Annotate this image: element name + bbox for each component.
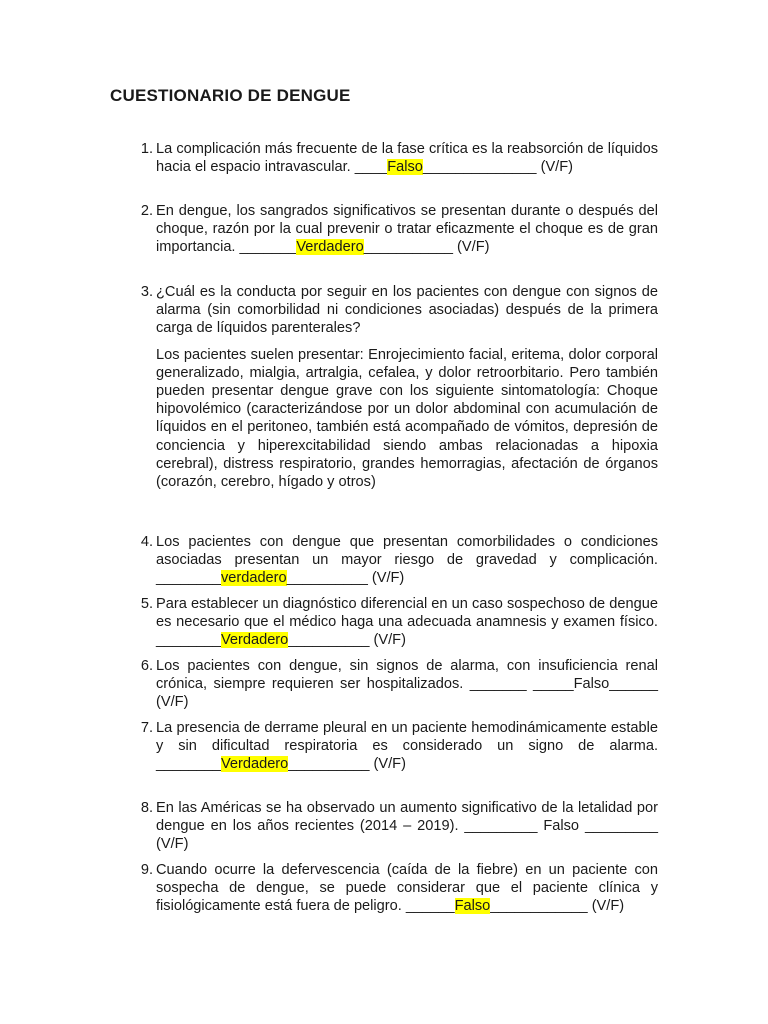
question-text: Los pacientes con dengue que presentan comorbilidades o condiciones asociadas presentan un mayor riesgo de gravedad y complicación. ________ (156, 534, 658, 587)
item-number: 8. (140, 800, 153, 816)
item-number: 5. (140, 596, 153, 612)
question-text: Los pacientes con dengue, sin signos de alarma, con insuficiencia renal crónica, siempre requieren ser hospitalizados. _______ _____Falso______ (V/F) (156, 658, 658, 711)
highlighted-answer: Verdadero (220, 632, 289, 649)
question-item-9 (140, 861, 658, 916)
item-number: 2. (140, 203, 153, 219)
highlighted-answer: Falso (454, 898, 491, 915)
item-number: 6. (140, 658, 153, 674)
item-number: 1. (140, 141, 153, 157)
question-item-8 (140, 799, 658, 854)
question-text: ¿Cuál es la conducta por seguir en los pacientes con dengue con signos de alarma (sin comorbilidad ni condiciones asociadas) después de la primera carga de líquidos parenterales? (156, 284, 658, 337)
document-title: CUESTIONARIO DE DENGUE (110, 86, 351, 105)
question-text: Para establecer un diagnóstico diferencial en un caso sospechoso de dengue es necesario que el médico haga una adecuada anamnesis y examen físico. ________ (156, 596, 658, 649)
item-number: 4. (140, 534, 153, 550)
highlighted-answer: verdadero (220, 570, 287, 587)
question-text: En las Américas se ha observado un aumento significativo de la letalidad por dengue en los años recientes (2014 – 2019). _________ Falso _________ (V/F) (156, 800, 658, 853)
question-text: En dengue, los sangrados significativos se presentan durante o después del choque, razón por la cual prevenir o tratar eficazmente el choque es de gran importancia. _______ (156, 203, 658, 256)
question-item-2 (140, 202, 658, 257)
question-item-3 (140, 283, 658, 491)
highlighted-answer: Verdadero (220, 756, 289, 773)
question-suffix: ____________ (V/F) (490, 898, 625, 915)
question-text: Cuando ocurre la defervescencia (caída de la fiebre) en un paciente con sospecha de dengue, se puede considerar que el paciente clínica y fisiológicamente está fuera de peligro. ______ (156, 862, 658, 915)
question-text: La presencia de derrame pleural en un paciente hemodinámicamente estable y sin dificultad respiratoria es considerado un signo de alarma. ________ (156, 720, 658, 773)
item-number: 7. (140, 720, 153, 736)
question-text: La complicación más frecuente de la fase crítica es la reabsorción de líquidos hacia el espacio intravascular. ____ (156, 141, 658, 176)
answer-paragraph: Los pacientes suelen presentar: Enrojecimiento facial, eritema, dolor corporal generalizado, mialgia, artralgia, cefalea, y dolor retroorbitario. Pero también pueden presentar dengue grave con los siguiente sintomatología: Choque hipovolémico (caracterizándose por un dolor abdominal con acumulación de líquidos en el peritoneo, también está acompañado de vómitos, depresión de conciencia y hiperexcitabilidad siendo ambas relacionadas a hipoxia cerebral), distress respiratorio, grandes hemorragias, afectación de órganos (corazón, cerebro, hígado y otros) (156, 346, 658, 491)
question-item-4 (140, 533, 658, 588)
question-item-7 (140, 719, 658, 774)
item-number: 3. (140, 284, 153, 300)
item-number: 9. (140, 862, 153, 878)
question-suffix: __________ (V/F) (288, 632, 406, 649)
question-suffix: __________ (V/F) (288, 756, 406, 773)
highlighted-answer: Falso (387, 159, 423, 176)
question-suffix: ___________ (V/F) (363, 239, 490, 256)
question-item-6 (140, 657, 658, 712)
question-item-1 (140, 140, 658, 176)
question-item-5 (140, 595, 658, 650)
highlighted-answer: Verdadero (296, 239, 364, 256)
question-suffix: ______________ (V/F) (422, 159, 574, 176)
question-suffix: __________ (V/F) (286, 570, 405, 587)
